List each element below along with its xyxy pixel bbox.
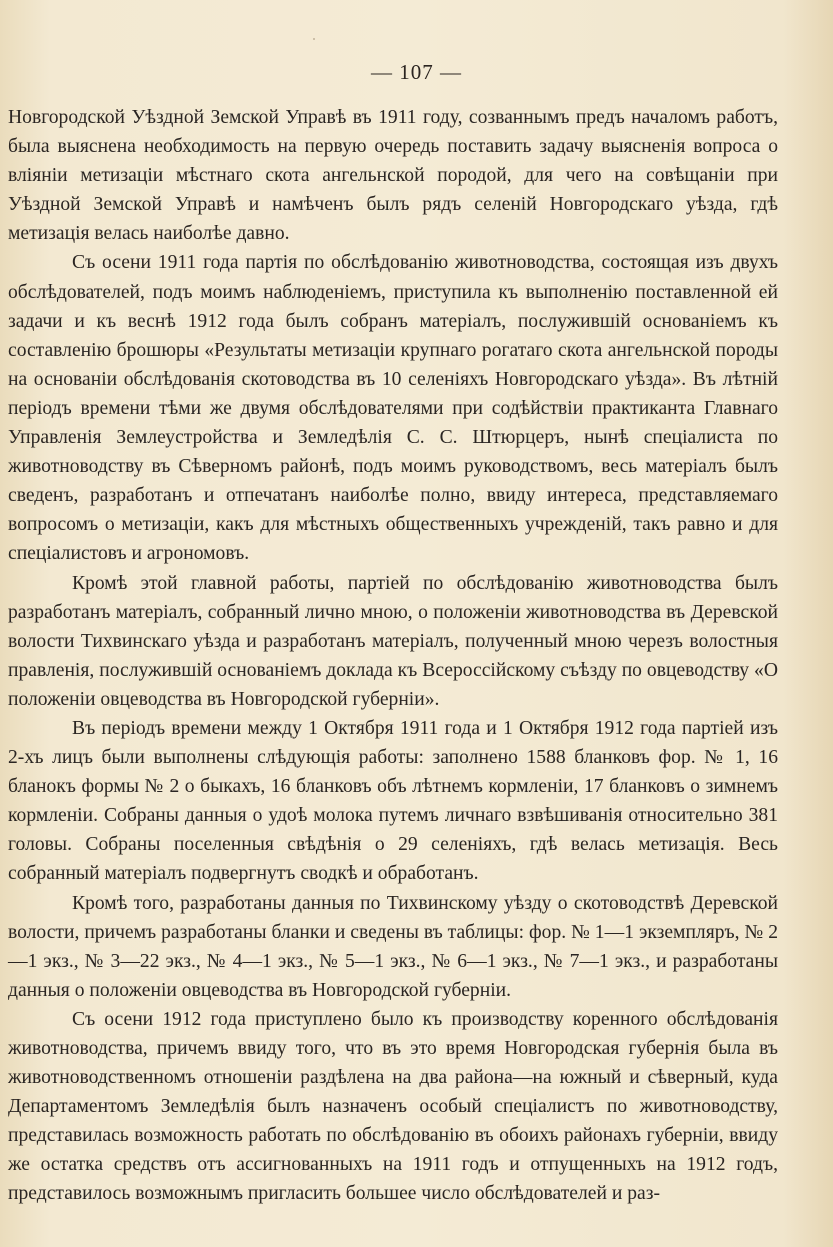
paragraph-1: Новгородской Уѣздной Земской Управѣ въ 1911 году, созваннымъ предъ началомъ работъ, была выяснена необходимость на первую очередь поставить задачу выясненія вопроса о вліяніи метизаціи мѣстнаго скота ангельнской породой, для чего на совѣщаніи при Уѣздной Земской Управѣ и намѣченъ былъ рядъ селеній Новгородскаго уѣзда, гдѣ метизація велась наиболѣе давно. [8, 107, 778, 245]
page-number: — 107 — [371, 60, 462, 84]
paragraph-5: Кромѣ того, разработаны данныя по Тихвинскому уѣзду о скотоводствѣ Деревской волости, причемъ разработаны бланки и сведены въ таблицы: фор. № 1—1 экземпляръ, № 2—1 экз., № 3—22 экз., № 4—1 экз., № 5—1 экз., № 6—1 экз., № 7—1 экз., и разработаны данныя о положеніи овцеводства въ Новгородской губерніи. [8, 892, 778, 1001]
paper-speck [313, 38, 315, 40]
paragraph-2: Съ осени 1911 года партія по обслѣдованію животноводства, состоящая изъ двухъ обслѣдователей, подъ моимъ наблюденіемъ, приступила къ выполненію поставленной ей задачи и къ веснѣ 1912 года былъ собранъ матеріалъ, послужившій основаніемъ къ составленію брошюры «Результаты метизаціи крупнаго рогатаго скота ангельнской породы на основаніи обслѣдованія скотоводства въ 10 селеніяхъ Новгородскаго уѣзда». Въ лѣтній періодъ времени тѣми же двумя обслѣдователями при содѣйствіи практиканта Главнаго Управленія Землеустройства и Земледѣлія С. С. Штюрцеръ, нынѣ спеціалиста по животноводству въ Сѣверномъ районѣ, подъ моимъ руководствомъ, весь матеріалъ былъ сведенъ, разработанъ и отпечатанъ наиболѣе полно, ввиду интереса, представляемаго вопросомъ о метизаціи, какъ для мѣстныхъ общественныхъ учрежденій, такъ равно и для спеціалистовъ и агрономовъ. [8, 252, 778, 565]
paragraph-6: Съ осени 1912 года приступлено было къ производству коренного обслѣдованія животноводства, причемъ ввиду того, что въ это время Новгородская губернія была въ животноводственномъ отношеніи раздѣлена на два района—на южный и сѣверный, куда Департаментомъ Земледѣлія былъ назначенъ особый спеціалистъ по животноводству, представилась возможность работать по обслѣдованію въ обоихъ районахъ губерніи, ввиду же остатка средствъ отъ ассигнованныхъ на 1911 годъ и отпущенныхъ на 1912 годъ, представилось возможнымъ пригласить большее число обслѣдователей и раз- [8, 1008, 778, 1205]
paragraph-3: Кромѣ этой главной работы, партіей по обслѣдованію животноводства былъ разработанъ матеріалъ, собранный лично мною, о положеніи животноводства въ Деревской волости Тихвинскаго уѣзда и разработанъ матеріалъ, полученный мною черезъ волостныя правленія, послужившій основаніемъ доклада къ Всероссійскому съѣзду по овцеводству «О положеніи овцеводства въ Новгородской губерніи». [8, 572, 778, 710]
paragraph-4: Въ періодъ времени между 1 Октября 1911 года и 1 Октября 1912 года партіей изъ 2-хъ лицъ были выполнены слѣдующія работы: заполнено 1588 бланковъ фор. № 1, 16 бланокъ формы № 2 о быкахъ, 16 бланковъ объ лѣтнемъ кормленіи, 17 бланковъ о зимнемъ кормленіи. Собраны данныя о удоѣ молока путемъ личнаго взвѣшиванія относительно 381 головы. Собраны поселенныя свѣдѣнія о 29 селеніяхъ, гдѣ велась метизація. Весь собранный матеріалъ подвергнутъ сводкѣ и обработанъ. [8, 717, 778, 885]
body-text [8, 103, 778, 1209]
